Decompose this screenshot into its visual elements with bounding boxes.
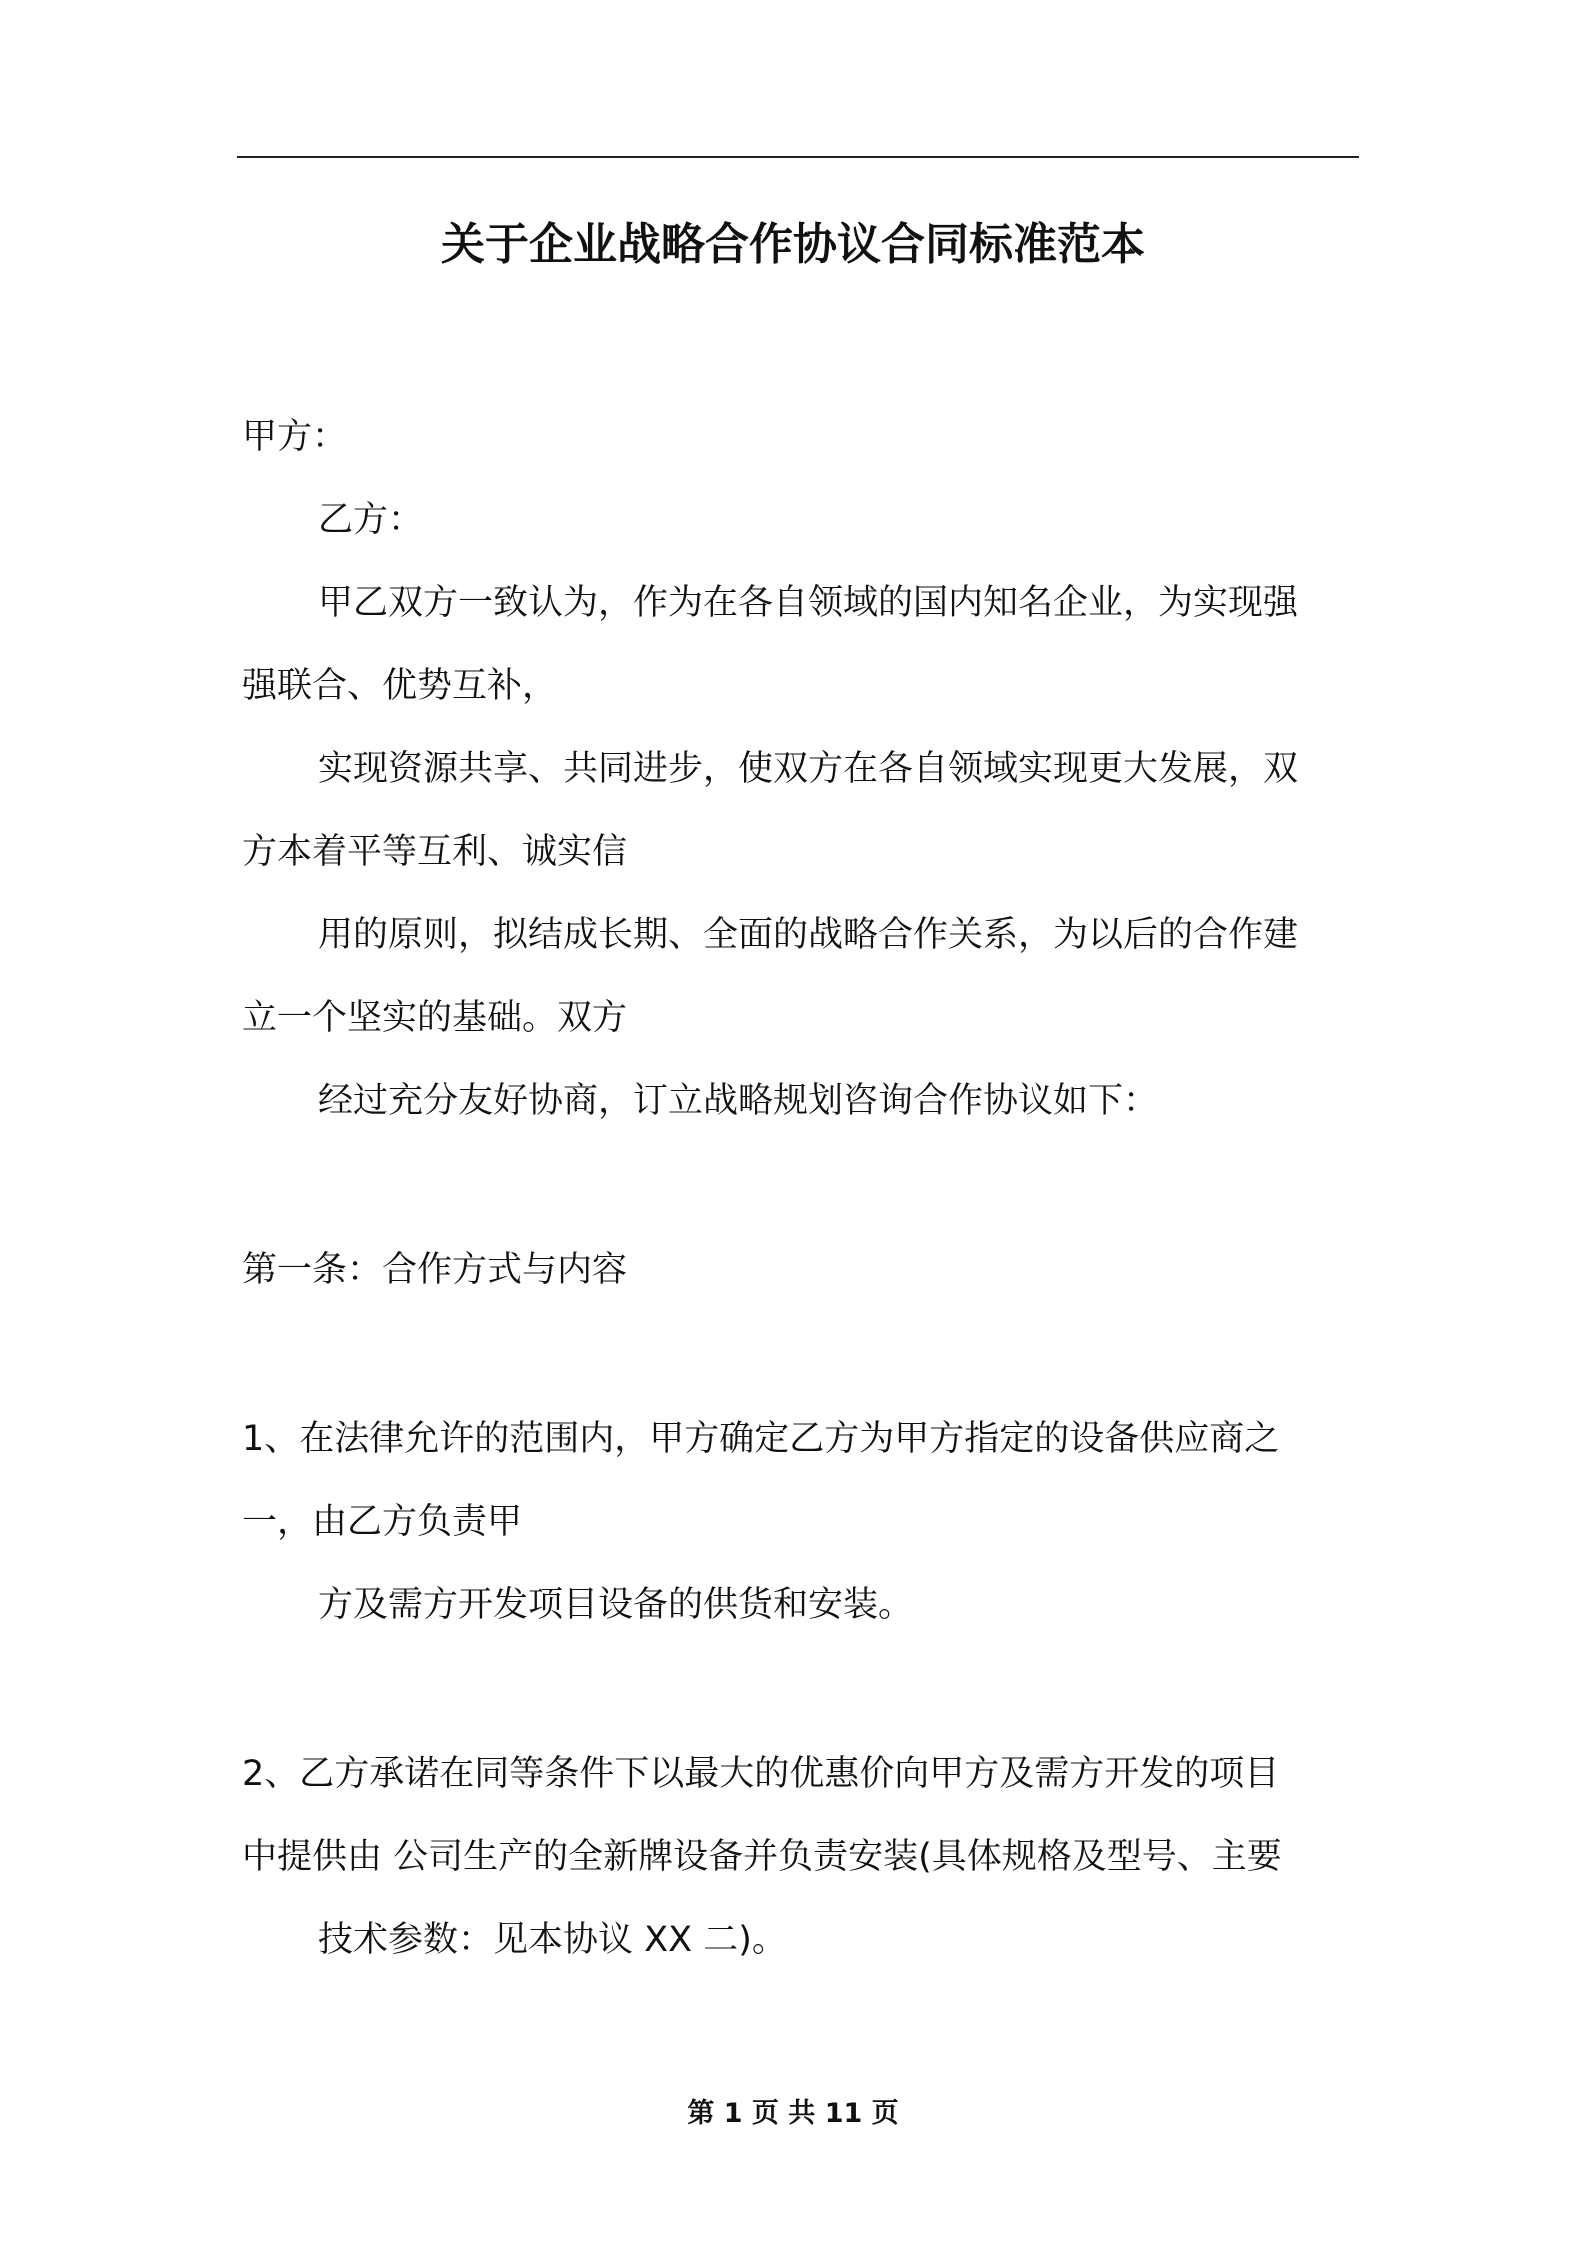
clause-line: 一，由乙方负责甲 — [242, 1502, 523, 1542]
paragraph-line: 经过充分友好协商，订立战略规划咨询合作协议如下： — [318, 1081, 1159, 1121]
clause-line: 2、乙方承诺在同等条件下以最大的优惠价向甲方及需方开发的项目 — [242, 1754, 1280, 1794]
clause-line: 方及需方开发项目设备的供货和安装。 — [318, 1585, 914, 1625]
paragraph-line: 实现资源共享、共同进步，使双方在各自领域实现更大发展，双 — [318, 749, 1299, 789]
clause-line: 1、在法律允许的范围内，甲方确定乙方为甲方指定的设备供应商之 — [242, 1419, 1280, 1459]
header-rule — [237, 156, 1359, 158]
page-number-footer: 第 1 页 共 11 页 — [687, 2098, 899, 2129]
paragraph-line: 强联合、优势互补， — [242, 666, 558, 706]
paragraph-line: 方本着平等互利、诚实信 — [242, 832, 628, 872]
party-a-line: 甲方： — [242, 417, 348, 457]
paragraph-line: 立一个坚实的基础。双方 — [242, 998, 628, 1038]
paragraph-line: 甲乙双方一致认为，作为在各自领域的国内知名企业，为实现强 — [318, 583, 1299, 623]
section-heading: 第一条：合作方式与内容 — [242, 1250, 628, 1290]
party-b-line: 乙方： — [318, 500, 424, 540]
document-title: 关于企业战略合作协议合同标准范本 — [441, 219, 1145, 270]
clause-line: 中提供由 公司生产的全新牌设备并负责安装(具体规格及型号、主要 — [242, 1837, 1282, 1877]
clause-line: 技术参数：见本协议 XX 二)。 — [318, 1920, 787, 1960]
paragraph-line: 用的原则，拟结成长期、全面的战略合作关系，为以后的合作建 — [318, 915, 1299, 955]
